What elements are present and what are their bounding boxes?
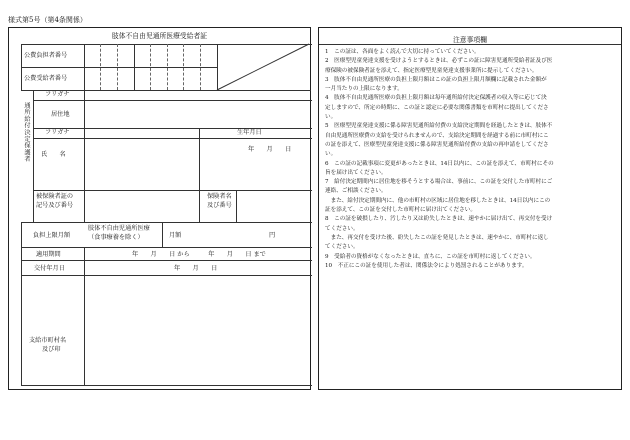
insurance-card-label-2: 記号及び番号: [36, 202, 74, 209]
furigana-label-1: フリガナ: [45, 91, 70, 98]
note-line: 5 医療型児童発達支援に係る障害児通所給付費の支給決定期間を経過したときは、肢体不: [325, 123, 553, 130]
note-line: てください。: [325, 244, 359, 251]
note-line: 9 受給者の資格がなくなったときは、直ちに、この証を市町村に返してください。: [325, 253, 536, 260]
form-number: 様式第5号（第4条関係）: [8, 16, 87, 24]
burden-type-1: 肢体不自由児通所医療: [88, 225, 150, 232]
note-line: 証を添えて、この証を交付した市町村に届け出てください。: [325, 207, 476, 214]
note-line: 連絡、ご相談ください。: [325, 188, 387, 195]
birthdate-label: 生年月日: [237, 129, 262, 136]
insurer-label-2: 及び番号: [207, 202, 232, 209]
note-line: 7 給付決定期間内に居住地を移そうとする場合は、事前に、この証を交付した市町村にご: [325, 179, 553, 186]
address-label: 居住地: [51, 111, 70, 118]
burden-limit-label: 負担上限月額: [33, 232, 71, 239]
monthly-label: 月額: [169, 232, 182, 239]
burden-type-2: （食事療養を除く）: [88, 234, 144, 241]
birthdate-value: 年 月 日: [248, 146, 292, 153]
notes-panel: [318, 27, 622, 390]
insurance-card-label-1: 被保険者証の: [36, 193, 74, 200]
note-line: 旨を届け出てください。: [325, 169, 387, 176]
note-line: い。: [325, 114, 337, 121]
furigana-label-2: フリガナ: [45, 129, 70, 136]
notes-list: [325, 48, 613, 271]
period-label: 適用期間: [36, 251, 61, 258]
municipality-label-2: 及び印: [42, 346, 61, 353]
notes-title: 注意事項欄: [453, 36, 487, 44]
note-line: 10 不正にこの証を使用した者は、関係法令により処罰されることがあります。: [325, 262, 528, 269]
note-line: てください。: [325, 225, 359, 232]
note-line: 4 肢体不自由児通所医療の負担上限月額は毎年通所給付決定保護者の収入等に応じて決: [325, 95, 547, 102]
guardian-section-label: 通所給付決定保護者: [23, 102, 30, 163]
period-value: 年 月 日 から 年 月 日 まで: [132, 251, 266, 258]
note-line: 自由児通所医療費の支給を受けられませんので、支給決定期間を経過する前に市町村にこ: [325, 132, 549, 139]
municipality-label-1: 支給市町村名: [29, 337, 67, 344]
note-line: また、給付決定期間内に、他の市町村の区域に居住地を移したときは、14日以内にこの: [325, 197, 551, 204]
note-line: 一月当たりの上限になります。: [325, 86, 403, 93]
payer-number-label: 公費負担者番号: [24, 52, 68, 59]
note-line: い。: [325, 151, 337, 158]
issue-date-label: 交付年月日: [34, 265, 65, 272]
name-label: 氏 名: [41, 151, 66, 158]
yen-label: 円: [269, 232, 276, 239]
note-line: 定しますので、所定の時期に、この証と認定に必要な関係書類を市町村に提出してくださ: [325, 104, 549, 111]
diagonal-strike: [9, 28, 312, 98]
issue-date-value: 年 月 日: [174, 265, 218, 272]
note-line: 3 肢体不自由児通所医療の負担上限月額はこの証の負担上限月額欄に記載された金額が: [325, 76, 547, 83]
certificate-panel: [8, 27, 311, 390]
note-line: 8 この証を破損したり、汚したり又は紛失したときは、速やかに届け出て、再交付を受け: [325, 216, 553, 223]
note-line: 6 この証の記載事項に変更があったときは、14日以内に、この証を添えて、市町村にその: [325, 160, 554, 167]
note-line: 1 この証は、各面をよく読んで大切に持っていてください。: [325, 49, 480, 55]
note-line: 療保険の被保険者証を添えて、指定医療型児童発達支援事業所に提示してください。: [325, 67, 538, 74]
insurer-label-1: 保険者名: [207, 193, 232, 200]
note-line: の証を添えて、医療型児童発達支援に係る障害児通所給付費の支給の再申請をしてくださ: [325, 141, 549, 148]
certificate-title: 肢体不自由児通所医療受給者証: [111, 32, 208, 40]
recipient-number-label: 公費受給者番号: [24, 75, 68, 82]
note-line: また、再交付を受けた後、紛失したこの証を発見したときは、速やかに、市町村に返し: [325, 234, 549, 241]
note-line: 2 医療型児童発達支援を受けようとするときは、必ずこの証に障害児通所受給者証及び医: [325, 58, 553, 65]
